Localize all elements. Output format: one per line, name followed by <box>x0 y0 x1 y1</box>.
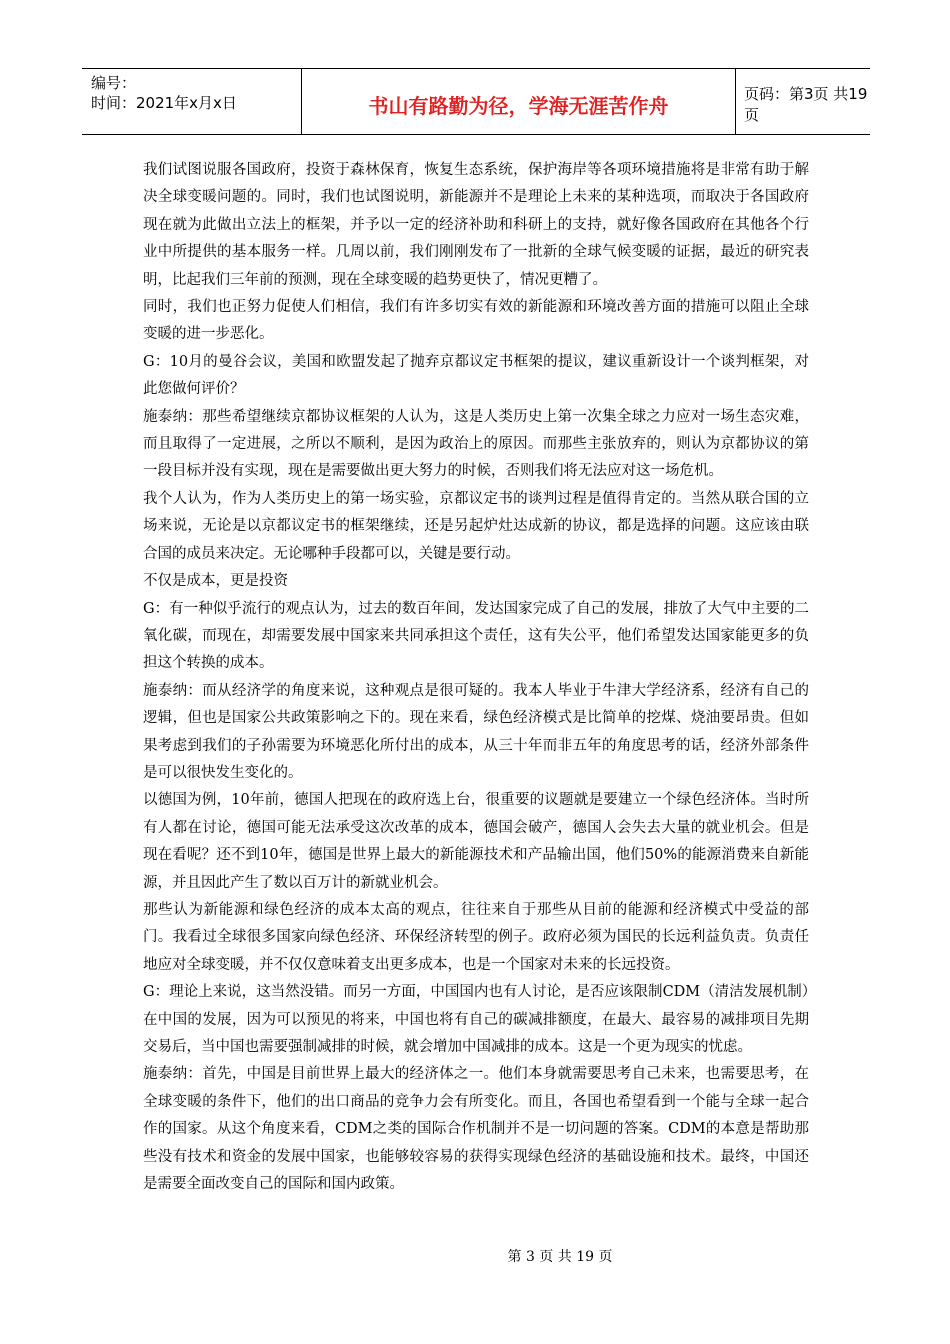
body-paragraph: G：理论上来说，这当然没错。而另一方面，中国国内也有人讨论，是否应该限制CDM（清洁发展机制）在中国的发展，因为可以预见的将来，中国也将有自己的碳减排额度，在最大、最容易的减排项目先期交易后，当中国也需要强制减排的时候，就会增加中国减排的成本。这是一个更为现实的忧虑。 <box>143 984 809 1055</box>
header-page-info: 页码：第3页 共19页 <box>744 84 868 124</box>
page-footer <box>0 1246 950 1266</box>
header-meta <box>82 69 302 134</box>
body-paragraph: 施泰纳：那些希望继续京都协议框架的人认为，这是人类历史上第一次集全球之力应对一场生态灾难，而且取得了一定进展，之所以不顺利，是因为政治上的原因。而那些主张放弃的，则认为京都协议的第一段目标并没有实现，现在是需要做出更大努力的时候，否则我们将无法应对这一场危机。 <box>143 408 809 480</box>
header-motto: 书山有路勤为径，学海无涯苦作舟 <box>302 69 736 134</box>
body-paragraph: 以德国为例，10年前，德国人把现在的政府选上台，很重要的议题就是要建立一个绿色经济体。当时所有人都在讨论，德国可能无法承受这次改革的成本，德国会破产，德国人会失去大量的就业机会。但是现在看呢？还不到10年，德国是世界上最大的新能源技术和产品输出国，他们50%的能源消费来自新能源，并且因此产生了数以百万计的新就业机会。 <box>143 792 809 891</box>
body-paragraph: 施泰纳：首先，中国是目前世界上最大的经济体之一。他们本身就需要思考自己未来，也需要思考，在全球变暖的条件下，他们的出口商品的竞争力会有所变化。而且，各国也希望看到一个能与全球一起合作的国家。从这个角度来看，CDM之类的国际合作机制并不是一切问题的答案。CDM的本意是帮助那些没有技术和资金的发展中国家，也能够较容易的获得实现绿色经济的基础设施和技术。最终，中国还是需要全面改变自己的国际和国内政策。 <box>143 1066 809 1193</box>
body-paragraph: G：10月的曼谷会议，美国和欧盟发起了抛弃京都议定书框架的提议，建议重新设计一个谈判框架，对此您做何评价？ <box>143 353 809 398</box>
body-paragraph: 那些认为新能源和绿色经济的成本太高的观点，往往来自于那些从目前的能源和经济模式中受益的部门。我看过全球很多国家向绿色经济、环保经济转型的例子。政府必须为国民的长远利益负责。负责任地应对全球变暖，并不仅仅意味着支出更多成本，也是一个国家对未来的长远投资。 <box>143 901 809 973</box>
section-heading: 不仅是成本，更是投资 <box>143 573 288 590</box>
document-body <box>143 157 809 1198</box>
page-header <box>82 68 870 135</box>
body-paragraph: 同时，我们也正努力促使人们相信，我们有许多切实有效的新能源和环境改善方面的措施可以阻止全球变暖的进一步恶化。 <box>143 299 809 343</box>
document-number: 编号： <box>91 74 137 92</box>
document-date: 时间：2021年x月x日 <box>91 94 237 112</box>
footer-page-number: 第 3 页 共 19 页 <box>507 1249 613 1265</box>
body-paragraph: G：有一种似乎流行的观点认为，过去的数百年间，发达国家完成了自己的发展，排放了大气中主要的二氧化碳，而现在，却需要发展中国家来共同承担这个责任，这有失公平，他们希望发达国家能更多的负担这个转换的成本。 <box>143 600 809 672</box>
body-paragraph: 我们试图说服各国政府，投资于森林保育，恢复生态系统，保护海岸等各项环境措施将是非常有助于解决全球变暖问题的。同时，我们也试图说明，新能源并不是理论上未来的某种选项，而取决于各国政府现在就为此做出立法上的框架，并予以一定的经济补助和科研上的支持，就好像各国政府在其他各个行业中所提供的基本服务一样。几周以前，我们刚刚发布了一批新的全球气候变暖的证据，最近的研究表明，比起我们三年前的预测，现在全球变暖的趋势更快了，情况更糟了。 <box>143 162 809 288</box>
body-paragraph: 我个人认为，作为人类历史上的第一场实验，京都议定书的谈判过程是值得肯定的。当然从联合国的立场来说，无论是以京都议定书的框架继续，还是另起炉灶达成新的协议，都是选择的问题。这应该由联合国的成员来决定。无论哪种手段都可以，关键是要行动。 <box>143 490 809 562</box>
body-paragraph: 施泰纳：而从经济学的角度来说，这种观点是很可疑的。我本人毕业于牛津大学经济系，经济有自己的逻辑，但也是国家公共政策影响之下的。现在来看，绿色经济模式是比简单的挖煤、烧油要昂贵。但如果考虑到我们的子孙需要为环境恶化所付出的成本，从三十年而非五年的角度思考的话，经济外部条件是可以很快发生变化的。 <box>143 682 809 781</box>
